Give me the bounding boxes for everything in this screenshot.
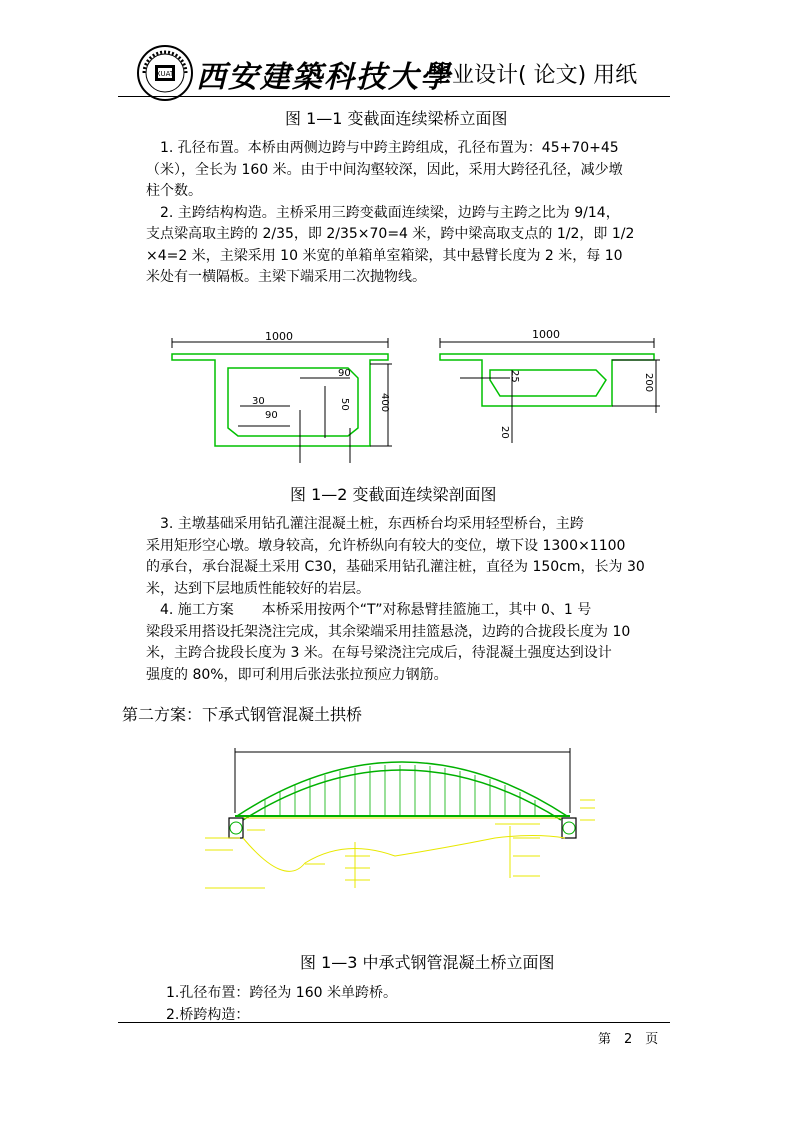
page-number: 第 2 页	[598, 1032, 659, 1047]
dim-200: 200	[643, 373, 654, 393]
arch-ribs	[237, 762, 567, 820]
dim-25: 25	[509, 370, 520, 383]
para-1-line-1: 1. 孔径布置。本桥由两侧边跨与中跨主跨组成，孔径布置为：45+70+45	[146, 140, 619, 156]
para-2-line-2: 支点梁高取主跨的 2/35，即 2/35×70=4 米，跨中梁高取支点的 1/2，即 1/2	[146, 226, 635, 242]
dim-20: 20	[499, 426, 510, 439]
svg-text:XUAT: XUAT	[155, 70, 175, 78]
section-2-heading: 第二方案：下承式钢管混凝土拱桥	[122, 705, 363, 724]
dim-30: 30	[252, 396, 265, 407]
para-2-line-4: 米处有一横隔板。主梁下端采用二次抛物线。	[146, 269, 426, 285]
right-section	[440, 354, 654, 406]
university-seal-logo	[136, 44, 194, 102]
para-4-line-2: 梁段采用搭设托架浇注完成，其余梁端采用挂篮悬浇，边跨的合拢段长度为 10	[146, 623, 631, 640]
fig2-caption: 图 1—2 变截面连续梁剖面图	[290, 485, 497, 504]
body-text-3	[166, 983, 666, 1026]
left-section	[172, 354, 388, 446]
arch-bridge-elevation-drawing	[195, 738, 595, 908]
school-name: 西安建築科技大學	[196, 60, 452, 95]
fig1-caption: 图 1—1 变截面连续梁桥立面图	[285, 109, 508, 128]
header-rule	[118, 96, 670, 97]
abutments	[229, 818, 576, 838]
para-3-line-1: 3. 主墩基础采用钻孔灌注混凝土桩，东西桥台均采用轻型桥台，主跨	[146, 516, 584, 532]
left-width-label: 1000	[265, 330, 293, 343]
dim-90-top: 90	[338, 368, 351, 379]
box-girder-section-drawing	[160, 318, 670, 478]
para-4-line-1: 4. 施工方案 本桥采用按两个“T”对称悬臂挂篮施工，其中 0、1 号	[146, 602, 592, 618]
para-4-line-4: 强度的 80%，即可利用后张法张拉预应力钢筋。	[146, 666, 448, 683]
hangers	[265, 765, 535, 816]
para-2-line-1: 2. 主跨结构构造。主桥采用三跨变截面连续梁，边跨与主跨之比为 9/14，	[146, 204, 620, 221]
para-1-line-3: 柱个数。	[146, 183, 202, 199]
header-title: 毕业设计( 论文) 用纸	[430, 63, 638, 88]
para-3-line-3: 的承台，承台混凝土采用 C30，基础采用钻孔灌注桩，直径为 150cm，长为 30	[146, 559, 645, 575]
dim-400: 400	[379, 393, 390, 413]
dim-50: 50	[339, 398, 350, 411]
body-text-2	[146, 514, 676, 686]
footer-rule	[118, 1022, 670, 1023]
dim-90-bottom: 90	[265, 410, 278, 421]
para-3-line-2: 采用矩形空心墩。墩身较高，允许桥纵向有较大的变位，墩下设 1300×1100	[146, 537, 626, 554]
para-4-line-3: 米，主跨合拢段长度为 3 米。在每号梁浇注完成后，待混凝土强度达到设计	[146, 645, 612, 661]
para-3-line-4: 米，达到下层地质性能较好的岩层。	[146, 580, 370, 597]
body-text-1	[146, 138, 676, 289]
para-2-line-3: ×4=2 米，主梁采用 10 米宽的单箱单室箱梁，其中悬臂长度为 2 米，每 10	[146, 247, 623, 264]
fig3-caption: 图 1—3 中承式钢管混凝土桥立面图	[300, 953, 555, 972]
para-1-line-2: （米），全长为 160 米。由于中间沟壑较深，因此，采用大跨径孔径，减少墩	[146, 161, 623, 178]
para-5: 1.孔径布置：跨径为 160 米单跨桥。	[166, 985, 397, 1001]
right-width-label: 1000	[532, 328, 560, 341]
para-6: 2.桥跨构造：	[166, 1006, 250, 1023]
